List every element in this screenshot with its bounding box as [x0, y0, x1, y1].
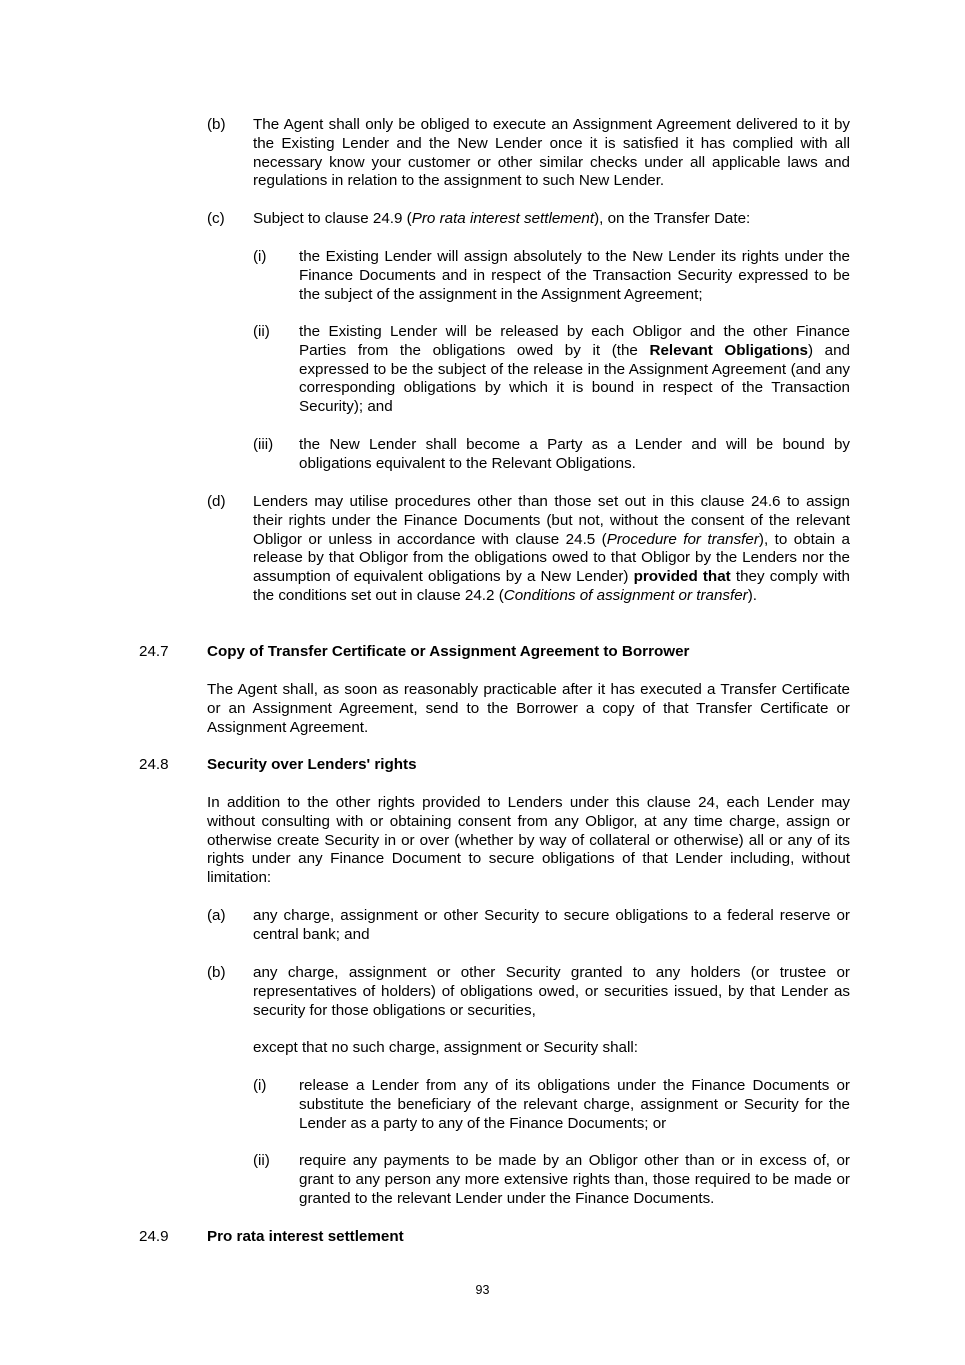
clause-24-7-heading: Copy of Transfer Certificate or Assignment Agreement to Borrower: [207, 643, 690, 660]
clause-24-8-i-text: release a Lender from any of its obligations under the Finance Documents or substitute the beneficiary of the relevant charge, assignment or Security for the Lender as a party to any of the Finance Documents; or: [299, 1077, 850, 1132]
clause-24-8-intro: In addition to the other rights provided to Lenders under this clause 24, each Lender may without consulting with or obtaining consent from any Obligor, at any time charge, assign or otherwise create Security in or over (whether by way of collateral or otherwise) all or any of its rights under any Finance Document to secure obligations of that Lender including, without limitation:: [207, 794, 850, 887]
paragraph-c-i-label: (i): [253, 248, 267, 265]
clause-24-8-heading: Security over Lenders' rights: [207, 756, 417, 773]
clause-24-8-except-text: except that no such charge, assignment or Security shall:: [253, 1039, 638, 1056]
paragraph-d-text: Lenders may utilise procedures other than those set out in this clause 24.6 to assign their rights under the Finance Documents (but not, without the consent of the relevant Obligor or unless in accordance with clause 24.5 (Procedure for transfer), to obtain a release by that Obligor from the obligations owed to that Obligor by the Lenders nor the assumption of equivalent obligations by a New Lender) provided that they comply with the conditions set out in clause 24.2 (Conditions of assignment or transfer).: [253, 493, 850, 604]
clause-24-8-b-text: any charge, assignment or other Security granted to any holders (or trustee or representatives of holders) of obligations owed, or securities issued, by that Lender as security for those obligations or securities,: [253, 964, 850, 1019]
page-number: 93: [475, 1283, 490, 1297]
clause-24-8-i-label: (i): [253, 1077, 267, 1094]
clause-24-8-a-text: any charge, assignment or other Security to secure obligations to a federal reserve or central bank; and: [253, 907, 850, 943]
paragraph-c-i-text: the Existing Lender will assign absolutely to the New Lender its rights under the Finance Documents and in respect of the Transaction Security expressed to be the subject of the assignment in the Assignment Agreement;: [299, 248, 850, 303]
paragraph-c-ii-label: (ii): [253, 323, 270, 340]
clause-24-8-ii-text: require any payments to be made by an Obligor other than or in excess of, or grant to any person any more extensive rights than, those required to be made or granted to the relevant Lender under the Finance Documents.: [299, 1152, 850, 1207]
clause-24-8-ii-label: (ii): [253, 1152, 270, 1169]
paragraph-c-ii-text: the Existing Lender will be released by each Obligor and the other Finance Parties from the obligations owed by it (the Relevant Obligations) and expressed to be the subject of the release in the Assignment Agreement (and any corresponding obligations by which it is bound in respect of the Transaction Security); and: [299, 323, 850, 416]
clause-24-8-number: 24.8: [139, 756, 169, 773]
paragraph-c-text: Subject to clause 24.9 (Pro rata interest settlement), on the Transfer Date:: [253, 210, 751, 227]
paragraph-d-label: (d): [207, 493, 226, 510]
paragraph-b-label: (b): [207, 116, 226, 133]
clause-24-7-number: 24.7: [139, 643, 169, 660]
paragraph-c-iii-label: (iii): [253, 436, 274, 453]
clause-24-9-heading: Pro rata interest settlement: [207, 1228, 404, 1245]
paragraph-c-iii-text: the New Lender shall become a Party as a Lender and will be bound by obligations equivalent to the Relevant Obligations.: [299, 436, 850, 472]
paragraph-c-label: (c): [207, 210, 225, 227]
clause-24-8-a-label: (a): [207, 907, 226, 924]
paragraph-b-text: The Agent shall only be obliged to execute an Assignment Agreement delivered to it by the Existing Lender and the New Lender once it is satisfied it has complied with all necessary know your customer or other similar checks under all applicable laws and regulations in relation to the assignment to such New Lender.: [253, 116, 850, 190]
clause-24-7-body: The Agent shall, as soon as reasonably practicable after it has executed a Transfer Certificate or an Assignment Agreement, send to the Borrower a copy of that Transfer Certificate or Assignment Agreement.: [207, 681, 850, 736]
clause-24-9-number: 24.9: [139, 1228, 169, 1245]
clause-24-8-b-label: (b): [207, 964, 226, 981]
